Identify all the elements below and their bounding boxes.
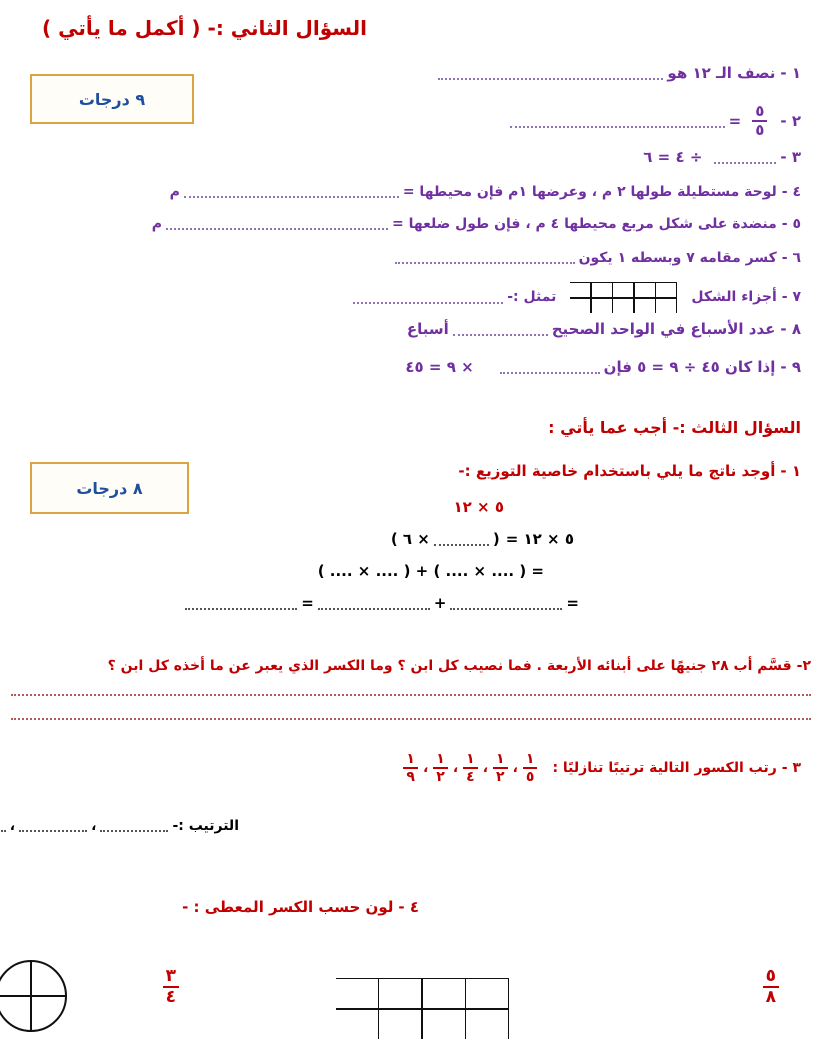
q2-item-4-unit: م <box>170 184 181 200</box>
q3-item-4-fraction-left <box>159 968 185 1006</box>
q2-item-4 <box>171 184 802 200</box>
q3-item-1-number: ١ - <box>781 462 802 480</box>
q2-item-8-trailing: أسباع <box>407 320 450 338</box>
question-two-heading <box>43 16 368 40</box>
question-three-grade-badge <box>31 462 190 514</box>
grid-cell[interactable] <box>424 1010 466 1039</box>
q2-item-1-blank[interactable] <box>439 66 664 79</box>
q2-item-8-number: ٨ - <box>781 320 802 338</box>
q3-item-2-answer-line-1[interactable] <box>12 694 812 696</box>
q3-item-1-line-3-blank-2[interactable] <box>319 596 431 609</box>
q2-item-1-number: ١ - <box>781 64 802 82</box>
grid-cell[interactable] <box>380 979 422 1008</box>
q3-item-2-text: قسَّم أب ٢٨ جنيهًا على أبنائه الأربعة . فما نصيب كل ابن ؟ وما الكسر الذي يعبر عن ما أخذه كل ابن ؟ <box>108 658 793 674</box>
q3-item-4-grid-shape <box>337 978 511 1039</box>
grid-cell[interactable] <box>571 283 591 297</box>
grid-cell[interactable] <box>593 299 613 313</box>
q3-item-1-expression <box>455 498 505 516</box>
q2-item-2 <box>507 104 802 138</box>
grid-cell[interactable] <box>614 299 634 313</box>
q2-item-5-number: ٥ - <box>782 216 802 232</box>
q2-item-4-number: ٤ - <box>782 184 802 200</box>
q2-item-8-blank[interactable] <box>454 322 549 335</box>
q2-item-6 <box>392 250 802 266</box>
grid-cell[interactable] <box>657 299 677 313</box>
grid-cell[interactable] <box>380 1010 422 1039</box>
q2-item-6-text: كسر مقامه ٧ وبسطه ١ يكون <box>579 250 778 266</box>
q2-item-5-unit: م <box>152 216 163 232</box>
q2-item-8 <box>408 320 802 338</box>
q2-item-1 <box>435 64 802 82</box>
q3-item-1-text: أوجد ناتج ما يلي باستخدام خاصية التوزيع :- <box>459 462 777 480</box>
fraction-denominator: ٤ <box>164 986 180 1006</box>
q3-item-3-fraction-2 <box>494 752 509 784</box>
question-three-heading-text: السؤال الثالث :- أجب عما يأتي : <box>549 418 802 437</box>
grid-cell[interactable] <box>571 299 591 313</box>
q2-item-3-number: ٣ - <box>781 148 802 166</box>
q3-item-3-answer-row <box>0 818 240 834</box>
q3-item-2-number: ٢- <box>797 658 812 674</box>
grid-cell[interactable] <box>467 979 509 1008</box>
q2-item-7-number: ٧ - <box>782 289 802 306</box>
q2-item-2-numerator: ٥ <box>756 102 766 120</box>
fraction-denominator: ٢ <box>434 767 449 784</box>
q2-item-9-text: إذا كان ٤٥ ÷ ٩ = ٥ فإن <box>604 358 777 376</box>
q2-item-2-fraction <box>753 104 768 138</box>
q2-item-9-trailing: × ٩ = ٤٥ <box>406 358 475 376</box>
grid-cell[interactable] <box>337 979 379 1008</box>
q2-item-5-blank[interactable] <box>167 218 389 231</box>
grid-cell[interactable] <box>657 283 677 297</box>
q2-item-7-blank[interactable] <box>354 291 504 304</box>
fraction-denominator: ٥ <box>524 767 539 784</box>
q3-item-1-line-2[interactable] <box>319 562 545 580</box>
q2-item-2-denominator: ٥ <box>753 120 768 138</box>
q2-item-5 <box>153 216 802 232</box>
q2-item-3-expression: ÷ ٤ = ٦ <box>644 148 704 166</box>
q3-item-3-answer-label: الترتيب :- <box>173 818 240 834</box>
grid-cell[interactable] <box>467 1010 509 1039</box>
q3-item-4-fraction-3-4 <box>164 968 180 1006</box>
q3-item-1-line-3-blank-1[interactable] <box>451 596 563 609</box>
q3-item-3-answer-separator: ، <box>10 818 17 834</box>
fraction-numerator: ١ <box>497 751 506 767</box>
fraction-denominator: ٨ <box>764 986 780 1006</box>
q2-item-7-text: أجزاء الشكل <box>692 289 778 306</box>
q3-item-1-line-3-equals: = <box>302 594 315 612</box>
q3-item-3-answer-separator: ، <box>92 818 98 834</box>
q3-item-3-separator: ، <box>483 760 490 776</box>
q2-item-9-blank[interactable] <box>501 360 601 373</box>
fraction-denominator: ٩ <box>404 767 419 784</box>
q3-item-3-answer-blank-2[interactable] <box>20 820 88 833</box>
q3-item-1 <box>459 462 802 480</box>
grid-cell[interactable] <box>636 299 656 313</box>
q2-item-7-shape-grid <box>571 282 678 313</box>
q3-item-1-line-3-plus: + <box>434 594 448 612</box>
q2-item-6-blank[interactable] <box>396 252 576 265</box>
q3-item-1-line-3-blank-3[interactable] <box>186 596 298 609</box>
q3-item-3 <box>399 752 802 784</box>
q3-item-1-line-1 <box>392 530 575 548</box>
q2-item-3 <box>644 148 802 166</box>
q3-item-3-separator: ، <box>453 760 460 776</box>
grid-cell[interactable] <box>424 979 466 1008</box>
q2-item-6-number: ٦ - <box>782 250 802 266</box>
q3-item-1-expression-text: ٥ × ١٢ <box>454 498 505 516</box>
q2-item-8-text: عدد الأسباع في الواحد الصحيح <box>552 320 777 338</box>
question-two-heading-text: السؤال الثاني :- ( أكمل ما يأتي ) <box>43 16 368 40</box>
q2-item-2-number: ٢ - <box>781 112 802 130</box>
question-three-grade-text: ٨ درجات <box>77 478 144 498</box>
q3-item-3-fraction-5 <box>404 752 419 784</box>
fraction-denominator: ٤ <box>464 767 479 784</box>
q3-item-4-fraction-5-8 <box>764 968 780 1006</box>
grid-cell[interactable] <box>337 1010 379 1039</box>
grid-cell[interactable] <box>593 283 613 297</box>
fraction-numerator: ٥ <box>766 966 777 986</box>
q2-item-7-text2: تمثل :- <box>508 289 558 306</box>
q3-item-1-line-1-blank[interactable] <box>435 532 490 545</box>
fraction-numerator: ٣ <box>166 966 177 986</box>
q3-item-3-answer-blank-1[interactable] <box>101 820 169 833</box>
q3-item-3-fraction-3 <box>464 752 479 784</box>
grid-cell[interactable] <box>636 283 656 297</box>
q2-item-4-text: لوحة مستطيلة طولها ٢ م ، وعرضها ١م فإن محيطها = <box>403 184 778 200</box>
q2-item-1-text: نصف الـ ١٢ هو <box>668 64 777 82</box>
q3-item-3-separator: ، <box>513 760 519 776</box>
q3-item-1-line-1-inner: × ٦ ) <box>391 530 431 548</box>
q3-item-3-text: رتب الكسور التالية ترتيبًا تنازليًا : <box>553 760 778 776</box>
grid-cell[interactable] <box>614 283 634 297</box>
q2-item-3-blank[interactable] <box>715 150 777 163</box>
q3-item-3-number: ٣ - <box>782 760 802 776</box>
fraction-denominator: ٢ <box>494 767 509 784</box>
q2-item-4-blank[interactable] <box>185 186 400 199</box>
q3-item-1-line-1-paren: ( <box>493 530 501 548</box>
q3-item-2-answer-line-2[interactable] <box>12 718 812 720</box>
q2-item-9-number: ٩ - <box>781 358 802 376</box>
q2-item-2-equals: = <box>729 112 743 130</box>
q3-item-4-number: ٤ - <box>399 898 420 916</box>
q3-item-4 <box>183 898 420 916</box>
question-three-heading <box>549 418 802 437</box>
q3-item-2 <box>109 658 812 674</box>
q3-item-1-line-3 <box>182 594 580 612</box>
fraction-numerator: ١ <box>437 751 446 767</box>
q3-item-3-separator: ، <box>423 760 430 776</box>
q3-item-4-circle-shape[interactable] <box>0 960 68 1032</box>
question-two-grade-text: ٩ درجات <box>79 89 147 109</box>
circle-horizontal-divider <box>0 995 68 997</box>
q3-item-1-line-3-lead: = <box>567 594 580 612</box>
q3-item-3-fraction-1 <box>524 752 539 784</box>
fraction-numerator: ١ <box>526 751 536 767</box>
q3-item-1-line-2-text: = ( .... × .... ) + ( .... × .... ) <box>318 562 545 580</box>
q3-item-4-fraction-right <box>759 968 785 1006</box>
q2-item-5-text: منضدة على شكل مربع محيطها ٤ م ، فإن طول ضلعها = <box>392 216 778 232</box>
q3-item-3-fraction-4 <box>434 752 449 784</box>
q2-item-7 <box>350 282 802 313</box>
q3-item-1-line-1-left: ٥ × ١٢ = <box>506 530 575 548</box>
fraction-numerator: ١ <box>467 751 476 767</box>
q3-item-3-answer-blank-3[interactable] <box>0 820 7 833</box>
q2-item-9 <box>406 358 802 376</box>
question-two-grade-badge <box>31 74 195 124</box>
q3-item-4-text: لون حسب الكسر المعطى : - <box>183 898 395 916</box>
fraction-numerator: ١ <box>407 751 416 767</box>
q2-item-2-blank[interactable] <box>511 114 726 127</box>
